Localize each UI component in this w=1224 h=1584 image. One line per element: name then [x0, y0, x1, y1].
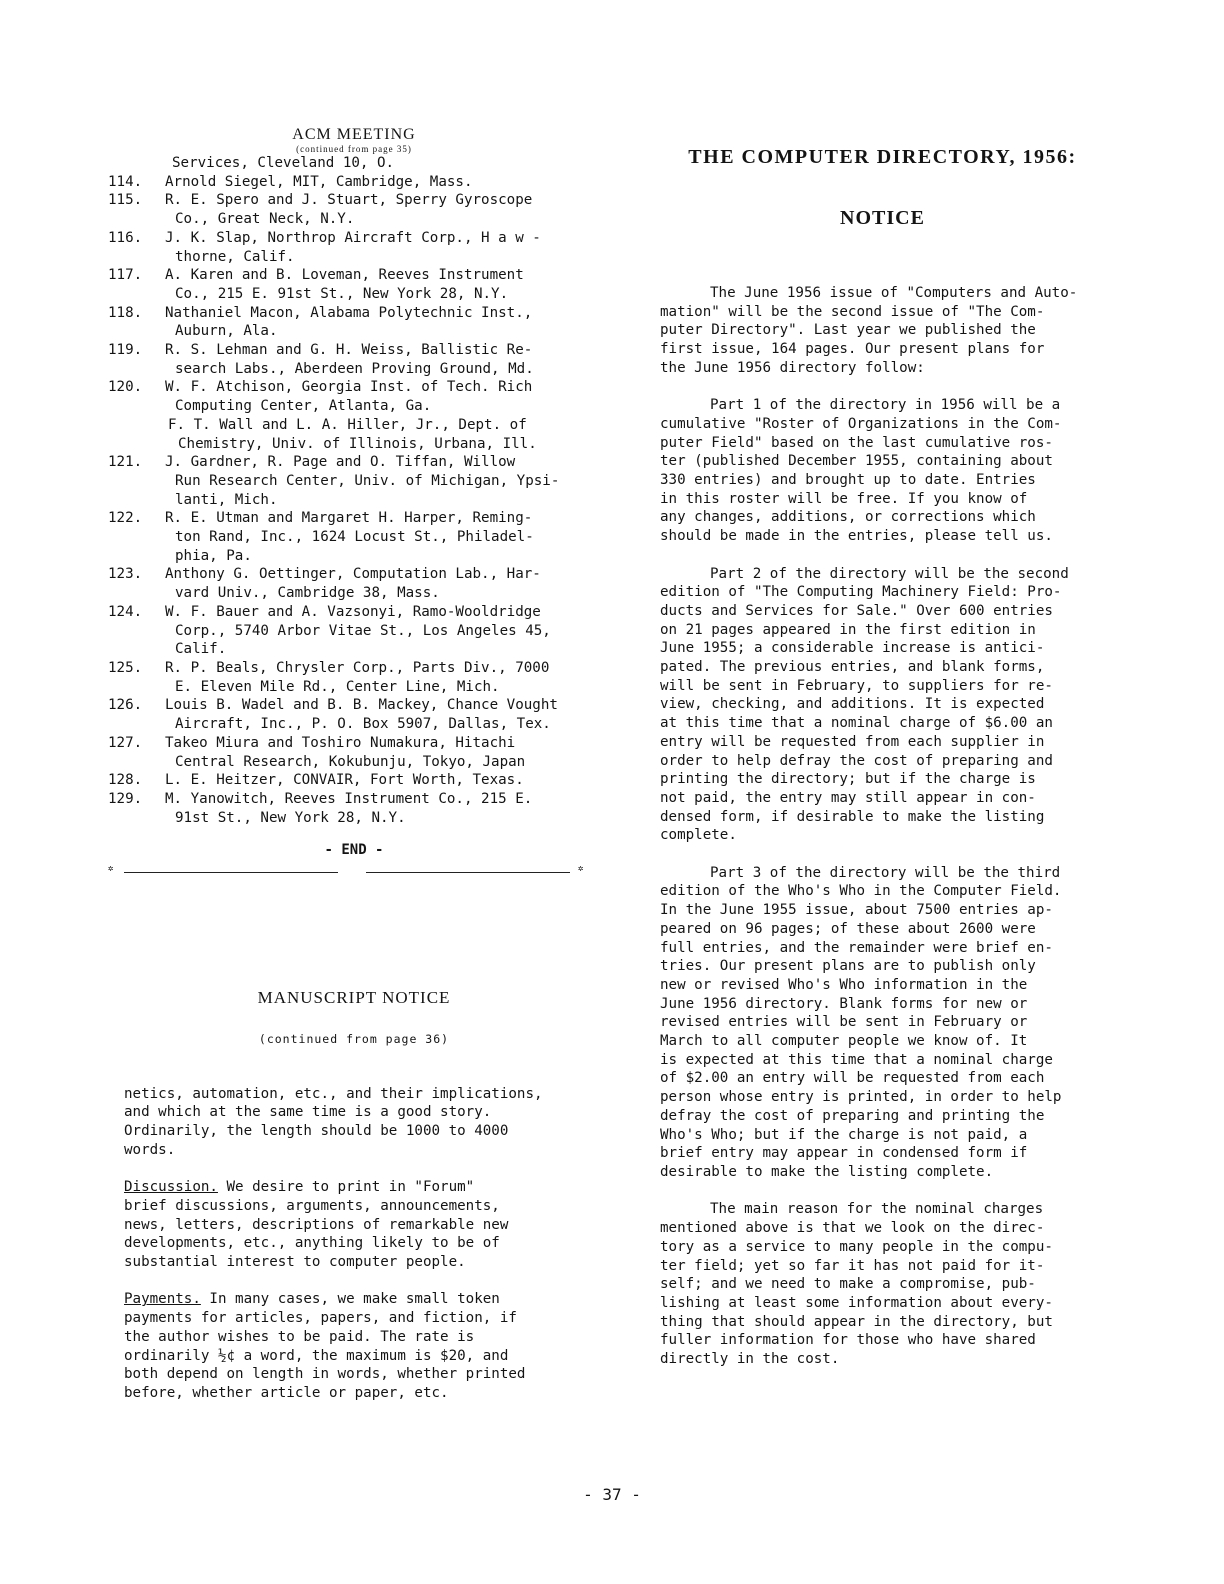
- acm-entry-line: E. Eleven Mile Rd., Center Line, Mich.: [175, 678, 500, 695]
- acm-entry-line: Arnold Siegel, MIT, Cambridge, Mass.: [165, 173, 473, 190]
- acm-entry-text: [165, 659, 600, 696]
- acm-entry-text: [165, 304, 600, 341]
- acm-entry-number: 117.: [108, 267, 143, 284]
- acm-entry-line: Computing Center, Atlanta, Ga.: [175, 398, 432, 415]
- acm-continued-note: (continued from page 35): [296, 144, 412, 154]
- acm-entry-number: 115.: [108, 192, 143, 209]
- acm-entry-line: 91st St., New York 28, N.Y.: [175, 809, 406, 826]
- acm-entry-line: Nathaniel Macon, Alabama Polytechnic Inst.,: [165, 304, 533, 321]
- rule-line-right: [366, 872, 570, 873]
- acm-entry-text: [165, 734, 600, 771]
- acm-entry-line: J. Gardner, R. Page and O. Tiffan, Willow: [165, 454, 516, 471]
- acm-entry-text: [165, 771, 600, 790]
- manuscript-continued-note: (continued from page 36): [258, 1032, 450, 1047]
- acm-entry-number: 122.: [108, 510, 143, 527]
- acm-entry-line: Corp., 5740 Arbor Vitae St., Los Angeles 45,: [175, 622, 551, 639]
- manuscript-paragraph-discussion: [124, 1178, 554, 1272]
- acm-entry: [108, 565, 600, 602]
- manuscript-notice-title: MANUSCRIPT NOTICE: [257, 988, 451, 1008]
- acm-entry: [108, 696, 600, 733]
- acm-entry: [108, 304, 600, 341]
- acm-entry-line: Anthony G. Oettinger, Computation Lab., Har-: [165, 566, 541, 583]
- acm-entry-number: 129.: [108, 790, 143, 807]
- end-mark: - END -: [324, 842, 384, 859]
- acm-entry: [108, 378, 600, 415]
- acm-entry-line: L. E. Heitzer, CONVAIR, Fort Worth, Texas.: [165, 772, 524, 789]
- acm-entry: [108, 790, 600, 827]
- acm-entry: [108, 734, 600, 771]
- acm-entry: [108, 191, 600, 228]
- payments-label: Payments.: [124, 1291, 201, 1308]
- directory-paragraph-5: The main reason for the nominal charges mentioned above is that we look on the direc- tory as a service to many people in the compu- ter field; yet so far it has not paid for it- self; and we need to make a compromise, pub- lishing at least some information about every- thing that should appear in the directory, but fuller information for those who have shared directly in the cost.: [660, 1201, 1053, 1368]
- directory-body: [660, 284, 1105, 1369]
- acm-entry-line: Central Research, Kokubunju, Tokyo, Japan: [175, 753, 526, 770]
- acm-entry: [108, 771, 600, 790]
- directory-paragraph-2: Part 1 of the directory in 1956 will be a cumulative "Roster of Organizations in the Com- puter Field" based on the last cumulative ros- ter (published December 1955, containing about 330 entries) and brought up to date. Entries in this roster will be free. If you know of any changes, additions, or corrections which should be made in the entries, please tell us.: [660, 397, 1062, 545]
- acm-entry-number: 123.: [108, 566, 143, 583]
- discussion-text: We desire to print in "Forum" brief discussions, arguments, announcements, news, letters, descriptions of remarkable new developments, etc., anything likely to be of substantial interest to computer people.: [124, 1179, 509, 1271]
- rule-line-left: [124, 872, 338, 873]
- acm-first-line: Services, Cleveland 10, O.: [172, 155, 395, 171]
- acm-entry-line: vard Univ., Cambridge 38, Mass.: [175, 585, 440, 602]
- acm-entry-line: Calif.: [175, 641, 227, 658]
- right-column: [660, 146, 1105, 1387]
- acm-entry-text: [165, 173, 600, 192]
- acm-entry-line: F. T. Wall and L. A. Hiller, Jr., Dept. of: [168, 416, 527, 433]
- acm-entry-line: J. K. Slap, Northrop Aircraft Corp., H a w -: [165, 229, 541, 246]
- acm-entry: [108, 453, 600, 509]
- acm-entry-number: 120.: [108, 379, 143, 396]
- acm-entry: [108, 341, 600, 378]
- acm-entry-text: [165, 229, 600, 266]
- acm-entry-line: lanti, Mich.: [175, 491, 278, 508]
- acm-entry-line: thorne, Calif.: [175, 248, 295, 265]
- acm-entry-line: R. P. Beals, Chrysler Corp., Parts Div., 7000: [165, 659, 550, 676]
- acm-entry: [108, 229, 600, 266]
- acm-entry: [108, 173, 600, 192]
- manuscript-paragraph-payments: [124, 1290, 554, 1402]
- acm-entry-number: 116.: [108, 229, 143, 246]
- separator-rule: [108, 866, 600, 878]
- directory-paragraph-1: The June 1956 issue of "Computers and Auto- mation" will be the second issue of "The Com- puter Directory". Last year we published the first issue, 164 pages. Our present plans for the June 1956 directory follow:: [660, 285, 1078, 376]
- acm-entry-number: 126.: [108, 697, 143, 714]
- acm-entry: [108, 416, 600, 453]
- acm-entry-text: [165, 509, 600, 565]
- acm-entry: [108, 659, 600, 696]
- acm-entry-line: Co., Great Neck, N.Y.: [175, 211, 355, 228]
- acm-entry-number: 128.: [108, 772, 143, 789]
- acm-entry-line: Chemistry, Univ. of Illinois, Urbana, Ill.: [178, 435, 537, 452]
- acm-entry-line: Run Research Center, Univ. of Michigan, Ypsi-: [175, 472, 560, 489]
- acm-entry-line: Aircraft, Inc., P. O. Box 5907, Dallas, Tex.: [175, 716, 551, 733]
- directory-paragraph-3: Part 2 of the directory will be the second edition of "The Computing Machinery Field: Pro- ducts and Services for Sale." Over 600 entries on 21 pages appeared in the first edition in June 1955; a considerable increase is antici- pated. The previous entries, and blank forms, will be sent in February, to suppliers for re- view, checking, and additions. It is expected at this time that a nominal charge of $6.00 an entry will be requested from each supplier in order to help defray the cost of preparing and printing the directory; but if the charge is not paid, the entry may still appear in con- densed form, if desirable to make the listing complete.: [660, 565, 1069, 844]
- acm-entry-line: phia, Pa.: [175, 547, 252, 564]
- acm-entry-line: W. F. Atchison, Georgia Inst. of Tech. Rich: [165, 379, 533, 396]
- acm-entry-line: Auburn, Ala.: [175, 323, 278, 340]
- acm-entry-line: W. F. Bauer and A. Vazsonyi, Ramo-Wooldridge: [165, 603, 541, 620]
- discussion-label: Discussion.: [124, 1179, 218, 1196]
- acm-entry-number: 127.: [108, 734, 143, 751]
- acm-entry-line: Takeo Miura and Toshiro Numakura, Hitachi: [165, 734, 516, 751]
- manuscript-paragraph-1: netics, automation, etc., and their implications, and which at the same time is a good story. Ordinarily, the length should be 1000 to 4000 words.: [124, 1085, 543, 1158]
- acm-entry-number: 119.: [108, 342, 143, 359]
- acm-entry-line: R. E. Utman and Margaret H. Harper, Reming-: [165, 510, 533, 527]
- acm-entry-text: [165, 341, 600, 378]
- asterisk-ornament-left: ✲: [108, 864, 114, 875]
- manuscript-body: [124, 1085, 554, 1403]
- acm-entry-line: R. E. Spero and J. Stuart, Sperry Gyroscope: [165, 192, 533, 209]
- acm-entry-text: [165, 790, 600, 827]
- acm-entry-list: [108, 173, 600, 828]
- acm-entry: [108, 509, 600, 565]
- acm-entry-number: 124.: [108, 603, 143, 620]
- acm-entry-line: A. Karen and B. Loveman, Reeves Instrument: [165, 267, 524, 284]
- acm-entry-number: 121.: [108, 454, 143, 471]
- acm-entry-text: [165, 191, 600, 228]
- acm-entry: [108, 603, 600, 659]
- acm-entry-text: [165, 378, 600, 415]
- left-column: [108, 126, 600, 1421]
- acm-entry-text: [165, 603, 600, 659]
- acm-entry: [108, 266, 600, 303]
- acm-entry-number: 114.: [108, 173, 143, 190]
- acm-entry-line: R. S. Lehman and G. H. Weiss, Ballistic Re-: [165, 342, 533, 359]
- directory-notice-heading: NOTICE: [840, 207, 925, 229]
- acm-entry-line: search Labs., Aberdeen Proving Ground, Md.: [175, 360, 534, 377]
- directory-paragraph-4: Part 3 of the directory will be the third edition of the Who's Who in the Computer Field. In the June 1955 issue, about 7500 entries ap- peared on 96 pages; of these about 2600 were full entries, and the remainder were brief en- tries. Our present plans are to publish only new or revised Who's Who information in the June 1956 directory. Blank forms for new or revised entries will be sent in February or March to all computer people we know of. It is expected at this time that a nominal charge of $2.00 an entry will be requested from each person whose entry is printed, in order to help defray the cost of preparing and printing the Who's Who; but if the charge is not paid, a brief entry may appear in condensed form if desirable to make the listing complete.: [660, 864, 1062, 1180]
- acm-entry-text: [165, 696, 600, 733]
- acm-entry-text: [165, 266, 600, 303]
- acm-entry-line: Louis B. Wadel and B. B. Mackey, Chance Vought: [165, 697, 558, 714]
- acm-entry-number: 125.: [108, 659, 143, 676]
- acm-entry-line: M. Yanowitch, Reeves Instrument Co., 215 E.: [165, 790, 533, 807]
- directory-title: THE COMPUTER DIRECTORY, 1956:: [688, 146, 1077, 168]
- payments-text: In many cases, we make small token payments for articles, papers, and fiction, if the author wishes to be paid. The rate is ordinarily ½¢ a word, the maximum is $20, and both depend on length in words, whether printed before, whether article or paper, etc.: [124, 1291, 526, 1401]
- acm-entry-number: 118.: [108, 304, 143, 321]
- acm-entry-line: Co., 215 E. 91st St., New York 28, N.Y.: [175, 285, 509, 302]
- acm-meeting-title: ACM MEETING: [292, 126, 416, 143]
- asterisk-ornament-right: ✲: [578, 864, 584, 875]
- acm-entry-text: [165, 416, 600, 453]
- acm-entry-number: [108, 416, 165, 453]
- acm-entry-text: [165, 453, 600, 509]
- acm-entry-line: ton Rand, Inc., 1624 Locust St., Philadel-: [175, 529, 534, 546]
- acm-entry-text: [165, 565, 600, 602]
- page-number: - 37 -: [583, 1485, 641, 1504]
